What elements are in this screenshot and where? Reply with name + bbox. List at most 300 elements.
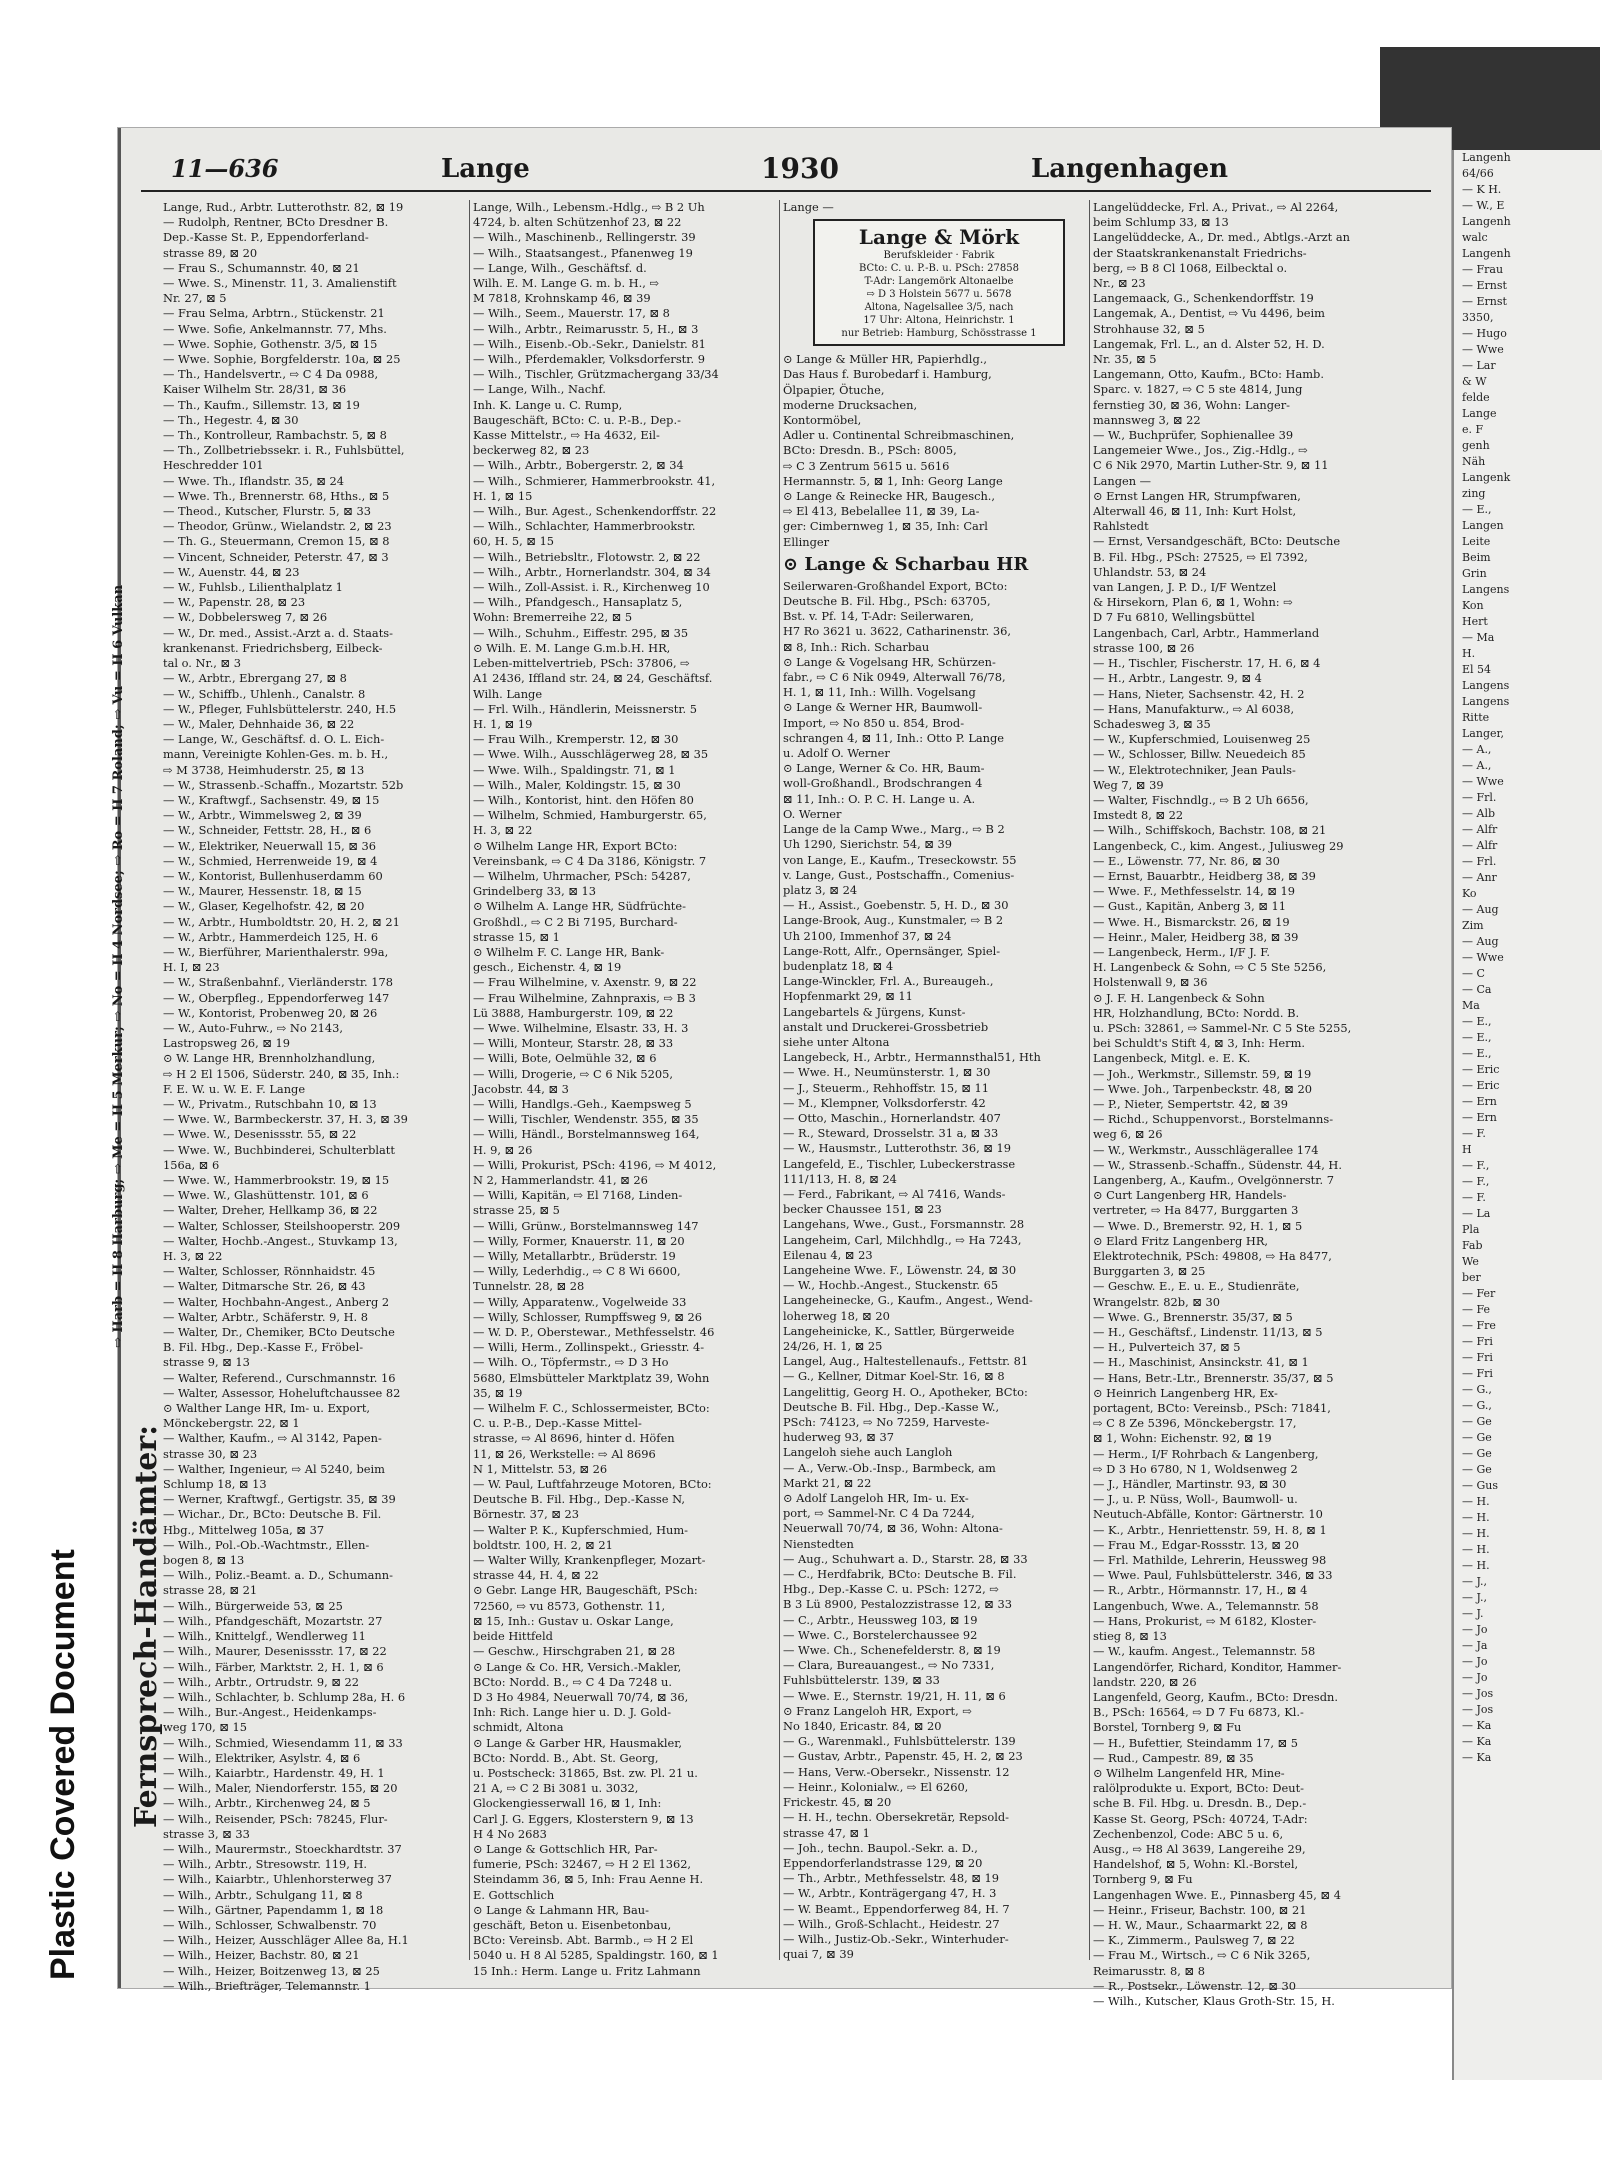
directory-entry-line: ⊙ Gebr. Lange HR, Baugeschäft, PSch:: [473, 1583, 698, 1598]
directory-entry-line: — Jos: [1462, 1703, 1494, 1716]
directory-entry-line: — Ernst, Bauarbtr., Heidberg 38, ⊠ 39: [1093, 868, 1316, 883]
directory-entry-line: fumerie, PSch: 32467, ⇨ H 2 El 1362,: [473, 1857, 692, 1872]
directory-entry-line: — Wwe. Paul, Fuhlsbüttelerstr. 346, ⊠ 33: [1093, 1568, 1333, 1583]
directory-entry-line: — Wilh., Schlachter, Hammerbrookstr.: [473, 519, 696, 534]
directory-entry-line: v. Lange, Gust., Postschaffn., Comenius-: [783, 867, 1015, 882]
directory-entry-line: — Wilh., Arbtr., Reimarusstr. 5, H., ⊠ 3: [473, 321, 699, 336]
directory-entry-line: Berufskleider · Fabrik: [883, 250, 995, 262]
directory-entry-line: — W., Glaser, Kegelhofstr. 42, ⊠ 20: [163, 899, 365, 914]
directory-entry-line: Langendörfer, Richard, Konditor, Hammer-: [1093, 1659, 1342, 1674]
directory-entry-line: — Fri: [1462, 1335, 1493, 1348]
directory-entry-line: — Wilh., Maler, Niendorferstr. 155, ⊠ 20: [163, 1781, 398, 1796]
directory-entry-line: HR, Holzhandlung, BCto: Nordd. B.: [1093, 1005, 1300, 1020]
directory-entry-line: — H. W., Maur., Schaarmarkt 22, ⊠ 8: [1093, 1917, 1308, 1932]
directory-entry-line: 3350,: [1462, 311, 1494, 324]
directory-entry-line: Grin: [1462, 567, 1487, 580]
directory-entry-line: — W., Buchprüfer, Sophienallee 39: [1093, 428, 1294, 443]
directory-entry-line: Elektrotechnik, PSch: 49808, ⇨ Ha 8477,: [1093, 1249, 1332, 1264]
directory-entry-line: Ausg., ⇨ H8 Al 3639, Langereihe 29,: [1093, 1841, 1306, 1856]
directory-entry-line: ⊙ Ernst Langen HR, Strumpfwaren,: [1093, 488, 1301, 503]
directory-entry-line: — Wwe. Sophie, Gothenstr. 3/5, ⊠ 15: [163, 336, 378, 351]
directory-entry-line: — Wilh., Seem., Mauerstr. 17, ⊠ 8: [473, 306, 670, 321]
directory-entry-line: — Frau Wilh., Kremperstr. 12, ⊠ 30: [473, 732, 679, 747]
directory-entry-line: — P., Nieter, Sempertstr. 42, ⊠ 39: [1093, 1096, 1288, 1111]
directory-entry-line: — Walter P. K., Kupferschmied, Hum-: [473, 1522, 689, 1537]
directory-entry-line: fernstieg 30, ⊠ 36, Wohn: Langer-: [1093, 397, 1291, 412]
directory-entry-line: Nr. 35, ⊠ 5: [1093, 352, 1157, 367]
directory-entry-line: strasse 89, ⊠ 20: [163, 245, 258, 260]
directory-entry-line: — Wwe. Sofie, Ankelmannstr. 77, Mhs.: [163, 321, 387, 336]
directory-entry-line: Wohn: Bremerreihe 22, ⊠ 5: [473, 610, 633, 625]
directory-entry-line: — Jo: [1462, 1671, 1488, 1684]
directory-entry-line: Kasse Mittelstr., ⇨ Ha 4632, Eil-: [473, 428, 660, 443]
directory-entry-line: T-Adr: Langemörk Altonaelbe: [864, 276, 1014, 288]
directory-entry-line: — Wilh., Pfandgesch., Hansaplatz 5,: [473, 595, 683, 610]
directory-entry-line: ⊠ 8, Inh.: Rich. Scharbau: [783, 639, 930, 654]
column-4: [1093, 200, 1383, 2008]
directory-entry-line: Beim: [1462, 551, 1491, 564]
directory-entry-line: Hbg., Mittelweg 105a, ⊠ 37: [163, 1522, 325, 1537]
directory-entry-line: — W., Papenstr. 28, ⊠ 23: [163, 595, 306, 610]
directory-entry-line: — Vincent, Schneider, Peterstr. 47, ⊠ 3: [163, 549, 389, 564]
directory-entry-line: H. 1, ⊠ 19: [473, 716, 533, 731]
directory-entry-line: huderweg 93, ⊠ 37: [783, 1430, 894, 1445]
directory-entry-line: — Wilh., Betriebsltr., Flotowstr. 2, ⊠ 22: [473, 549, 701, 564]
directory-entry-line: Neuerwall 70/74, ⊠ 36, Wohn: Altona-: [783, 1521, 1003, 1536]
directory-entry-line: Grindelberg 33, ⊠ 13: [473, 884, 596, 899]
directory-entry-line: ⊠ 1, Wohn: Eichenstr. 92, ⊠ 19: [1093, 1431, 1272, 1446]
directory-entry-line: — E.,: [1462, 1047, 1492, 1060]
directory-entry-line: — W., Privatm., Rutschbahn 10, ⊠ 13: [163, 1096, 377, 1111]
directory-entry-line: — Werner, Kraftwgf., Gertigstr. 35, ⊠ 39: [163, 1492, 396, 1507]
directory-entry-line: — W., Arbtr., Humboldtstr. 20, H. 2, ⊠ 21: [163, 914, 400, 929]
directory-entry-line: — H., Geschäftsf., Lindenstr. 11/13, ⊠ 5: [1093, 1325, 1323, 1340]
directory-entry-line: — Hans, Nieter, Sachsenstr. 42, H. 2: [1093, 686, 1305, 701]
directory-entry-line: — Wilh., Bur. Agest., Schenkendorffstr. 22: [473, 504, 717, 519]
directory-entry-line: u. PSch: 32861, ⇨ Sammel-Nr. C 5 Ste 5255,: [1093, 1020, 1352, 1035]
directory-entry-line: — Wilh., Kaiarbtr., Hardenstr. 49, H. 1: [163, 1765, 385, 1780]
directory-entry-line: weg 6, ⊠ 26: [1093, 1127, 1163, 1142]
directory-entry-line: — Gust., Kapitän, Anberg 3, ⊠ 11: [1093, 899, 1287, 914]
directory-entry-line: — Walter, Arbtr., Schäferstr. 9, H. 8: [163, 1309, 368, 1324]
page-number: 11—636: [171, 154, 279, 183]
directory-entry-line: D 3 Ho 4984, Neuerwall 70/74, ⊠ 36,: [473, 1689, 689, 1704]
directory-entry-line: — H., Bufettier, Steindamm 17, ⊠ 5: [1093, 1735, 1298, 1750]
directory-entry-line: Langenbuch, Wwe. A., Telemannstr. 58: [1093, 1598, 1319, 1613]
directory-entry-line: B. Fil. Hbg., Dep.-Kasse F., Fröbel-: [163, 1340, 364, 1355]
directory-entry-line: Kasse St. Georg, PSch: 40724, T-Adr:: [1093, 1811, 1308, 1826]
directory-entry-line: PSch: 74123, ⇨ No 7259, Harveste-: [783, 1415, 990, 1430]
directory-entry-line: — Herm., I/F Rohrbach & Langenberg,: [1093, 1446, 1319, 1461]
directory-entry-line: Tornberg 9, ⊠ Fu: [1093, 1872, 1193, 1887]
directory-entry-line: H 4 No 2683: [473, 1826, 547, 1841]
directory-entry-line: — A.,: [1462, 743, 1492, 756]
directory-entry-line: strasse 100, ⊠ 26: [1093, 640, 1195, 655]
directory-entry-line: Langemann, Otto, Kaufm., BCto: Hamb.: [1093, 367, 1324, 382]
directory-entry-line: — Geschw., Hirschgraben 21, ⊠ 28: [473, 1644, 676, 1659]
directory-entry-line: Heschredder 101: [163, 458, 264, 473]
directory-entry-line: — Lar: [1462, 359, 1496, 372]
directory-entry-line: — K H.: [1462, 183, 1502, 196]
directory-entry-line: schmidt, Altona: [473, 1720, 564, 1735]
directory-entry-line: ⊙ Lange & Müller HR, Papierhdlg.,: [783, 352, 987, 367]
directory-entry-line: felde: [1462, 391, 1490, 404]
directory-entry-line: — J., Steuerm., Rehhoffstr. 15, ⊠ 11: [783, 1080, 990, 1095]
directory-entry-line: becker Chaussee 151, ⊠ 23: [783, 1202, 942, 1217]
directory-entry-line: — Wilh., Knittelgf., Wendlerweg 11: [163, 1629, 366, 1644]
directory-entry-line: Langemak, Frl. L., an d. Alster 52, H. D.: [1093, 336, 1325, 351]
directory-entry-line: — Alfr: [1462, 823, 1498, 836]
directory-entry-line: — Jo: [1462, 1623, 1488, 1636]
directory-entry-line: — Wilh., Pol.-Ob.-Wachtmstr., Ellen-: [163, 1537, 370, 1552]
directory-entry-line: ⇨ C 8 Ze 5396, Mönckebergstr. 17,: [1093, 1416, 1297, 1431]
directory-entry-line: Burggarten 3, ⊠ 25: [1093, 1264, 1206, 1279]
directory-entry-line: — Th., Kontrolleur, Rambachstr. 5, ⊠ 8: [163, 428, 387, 443]
phone-exchange-title: Fernsprech-Handämter:: [129, 1424, 164, 1828]
directory-entry-line: — H. H., techn. Obersekretär, Repsold-: [783, 1810, 1009, 1825]
directory-entry-line: — Ge: [1462, 1447, 1492, 1460]
directory-entry-line: E. Gottschlich: [473, 1887, 555, 1902]
directory-entry-line: Tunnelstr. 28, ⊠ 28: [473, 1279, 585, 1294]
directory-entry-line: ⊙ J. F. H. Langenbeck & Sohn: [1093, 990, 1265, 1005]
directory-entry-line: Ko: [1462, 887, 1477, 900]
directory-entry-line: N 1, Mittelstr. 53, ⊠ 26: [473, 1461, 608, 1476]
directory-entry-line: — Ferd., Fabrikant, ⇨ Al 7416, Wands-: [783, 1186, 1006, 1201]
directory-entry-line: port, ⇨ Sammel-Nr. C 4 Da 7244,: [783, 1506, 975, 1521]
directory-entry-line: — W., Kontorist, Probenweg 20, ⊠ 26: [163, 1005, 378, 1020]
directory-entry-line: 60, H. 5, ⊠ 15: [473, 534, 555, 549]
directory-entry-line: Deutsche B. Fil. Hbg., Dep.-Kasse N,: [473, 1492, 685, 1507]
directory-entry-line: bei Schuldt's Stift 4, ⊠ 3, Inh: Herm.: [1093, 1036, 1306, 1051]
directory-entry-line: El 54: [1462, 663, 1492, 676]
directory-entry-line: Neutuch-Abfälle, Kontor: Gärtnerstr. 10: [1093, 1507, 1323, 1522]
directory-entry-line: H. 3, ⊠ 22: [163, 1249, 223, 1264]
directory-entry-line: — Th., Kaufm., Sillemstr. 13, ⊠ 19: [163, 397, 360, 412]
directory-entry-line: — Wwe. H., Bismarckstr. 26, ⊠ 19: [1093, 914, 1290, 929]
directory-entry-line: portagent, BCto: Vereinsb., PSch: 71841,: [1093, 1401, 1331, 1416]
directory-entry-line: ⊙ Lange & Lahmann HR, Bau-: [473, 1902, 649, 1917]
directory-entry-line: — J., Händler, Martinstr. 93, ⊠ 30: [1093, 1477, 1287, 1492]
directory-entry-line: — Wwe. E., Sternstr. 19/21, H. 11, ⊠ 6: [783, 1688, 1006, 1703]
directory-entry-line: ⊙ Curt Langenberg HR, Handels-: [1093, 1188, 1287, 1203]
directory-entry-line: Import, ⇨ No 850 u. 854, Brod-: [783, 715, 965, 730]
directory-entry-line: — Wilh., Tischler, Grützmachergang 33/34: [473, 367, 719, 382]
directory-entry-line: strasse 3, ⊠ 33: [163, 1826, 250, 1841]
directory-entry-line: Ritte: [1462, 711, 1490, 724]
directory-entry-line: ⊙ Heinrich Langenberg HR, Ex-: [1093, 1385, 1278, 1400]
directory-entry-line: — Wilhelm, Schmied, Hamburgerstr. 65,: [473, 808, 707, 823]
directory-entry-line: — J.,: [1462, 1591, 1488, 1604]
directory-entry-line: Zim: [1462, 919, 1484, 932]
directory-entry-line: — G.,: [1462, 1399, 1492, 1412]
directory-entry-line: — W. Beamt., Eppendorferweg 84, H. 7: [783, 1901, 1010, 1916]
directory-entry-line: Wilh. E. M. Lange G. m. b. H., ⇨: [473, 276, 660, 291]
column-3-entries: [783, 352, 1073, 550]
directory-entry-line: ger: Cimbernweg 1, ⊠ 35, Inh: Carl: [783, 519, 988, 534]
directory-entry-line: — Wwe: [1462, 775, 1504, 788]
directory-entry-line: — Wwe. S., Minenstr. 11, 3. Amalienstift: [163, 276, 397, 291]
directory-entry-line: Lange: [1462, 407, 1497, 420]
directory-entry-line: Lange-Rott, Alfr., Opernsänger, Spiel-: [783, 943, 1001, 958]
directory-entry-line: — Walter, Assessor, Hoheluftchaussee 82: [163, 1385, 401, 1400]
directory-entry-line: — Walter, Dr., Chemiker, BCto Deutsche: [163, 1325, 395, 1340]
column-3-heading: Lange —: [783, 200, 834, 214]
directory-entry-line: Rahlstedt: [1093, 519, 1149, 534]
directory-entry-line: — Walther, Ingenieur, ⇨ Al 5240, beim: [163, 1461, 385, 1476]
directory-entry-line: Langehans, Wwe., Gust., Forsmannstr. 28: [783, 1217, 1025, 1232]
directory-entry-line: — W., Dr. med., Assist.-Arzt a. d. Staats-: [163, 625, 393, 640]
directory-entry-line: Seilerwaren-Großhandel Export, BCto:: [783, 578, 1008, 593]
directory-entry-line: strasse 28, ⊠ 21: [163, 1583, 258, 1598]
directory-entry-line: — Walter, Fischndlg., ⇨ B 2 Uh 6656,: [1093, 792, 1309, 807]
directory-entry-line: mann, Vereinigte Kohlen-Ges. m. b. H.,: [163, 747, 389, 762]
directory-entry-line: — W., Elektriker, Neuerwall 15, ⊠ 36: [163, 838, 377, 853]
directory-entry-line: — Frau Wilhelmine, v. Axenstr. 9, ⊠ 22: [473, 975, 697, 990]
directory-entry-line: — G., Warenmakl., Fuhlsbüttelerstr. 139: [783, 1734, 1016, 1749]
directory-entry-line: loherweg 18, ⊠ 20: [783, 1308, 890, 1323]
directory-entry-line: — M., Klempner, Volksdorferstr. 42: [783, 1095, 986, 1110]
directory-entry-line: — W., Oberpfleg., Eppendorferweg 147: [163, 990, 390, 1005]
directory-entry-line: — E.,: [1462, 503, 1492, 516]
directory-entry-line: — Wwe. Th., Brennerstr. 68, Hths., ⊠ 5: [163, 488, 390, 503]
directory-entry-line: — Frau M., Edgar-Rossstr. 13, ⊠ 20: [1093, 1537, 1299, 1552]
directory-entry-line: — Langenbeck, Herm., I/F J. F.: [1093, 944, 1270, 959]
directory-entry-line: Deutsche B. Fil. Hbg., Dep.-Kasse W.,: [783, 1399, 1000, 1414]
directory-entry-line: siehe unter Altona: [783, 1034, 890, 1049]
directory-entry-line: 24/26, H. 1, ⊠ 25: [783, 1339, 883, 1353]
directory-entry-line: Großhdl., ⇨ C 2 Bi 7195, Burchard-: [473, 914, 678, 929]
directory-entry-line: — Eric: [1462, 1079, 1500, 1092]
directory-entry-line: — Wilh., Arbtr., Bobergerstr. 2, ⊠ 34: [473, 458, 684, 473]
directory-entry-line: B. Fil. Hbg., PSch: 27525, ⇨ El 7392,: [1093, 549, 1308, 564]
directory-entry-line: Deutsche B. Fil. Hbg., PSch: 63705,: [783, 594, 991, 609]
directory-entry-line: — Ern: [1462, 1095, 1497, 1108]
directory-entry-line: — Ka: [1462, 1735, 1492, 1748]
directory-entry-line: — W., Werkmstr., Ausschlägerallee 174: [1093, 1142, 1319, 1157]
directory-entry-line: — Willy, Schlosser, Rumpffsweg 9, ⊠ 26: [473, 1309, 702, 1324]
directory-entry-line: — K., Arbtr., Henriettenstr. 59, H. 8, ⊠ 1: [1093, 1522, 1327, 1537]
directory-entry-line: — Wilh., Maurermstr., Stoeckhardtstr. 37: [163, 1841, 402, 1856]
directory-entry-line: — Walter, Schlosser, Rönnhaidstr. 45: [163, 1264, 376, 1279]
directory-entry-line: — Wwe: [1462, 951, 1504, 964]
directory-entry-line: — Th., Arbtr., Methfesselstr. 48, ⊠ 19: [783, 1871, 1000, 1886]
directory-entry-line: Lü 3888, Hamburgerstr. 109, ⊠ 22: [473, 1005, 674, 1020]
directory-entry-line: Vereinsbank, ⇨ C 4 Da 3186, Königstr. 7: [473, 853, 707, 868]
header-year: 1930: [761, 152, 839, 185]
directory-entry-line: — H., Maschinist, Ansinckstr. 41, ⊠ 1: [1093, 1355, 1309, 1370]
directory-entry-line: BCto: Nordd. B., Abt. St. Georg,: [473, 1750, 659, 1765]
directory-entry-line: — Wilh., Heizer, Ausschläger Allee 8a, H.1: [163, 1933, 409, 1948]
column-3-entries-b: [783, 579, 1073, 1962]
directory-entry-line: B., PSch: 16564, ⇨ D 7 Fu 6873, Kl.-: [1093, 1705, 1304, 1720]
directory-entry-line: — Wwe. W., Buchbinderei, Schulterblatt: [163, 1142, 395, 1157]
directory-entry-line: — F.,: [1462, 1175, 1490, 1188]
directory-entry-line: ⊙ Walther Lange HR, Im- u. Export,: [163, 1401, 371, 1416]
directory-entry-line: ⊙ Wilhelm F. C. Lange HR, Bank-: [473, 944, 665, 959]
directory-entry-line: Langeheine Wwe. F., Löwenstr. 24, ⊠ 30: [783, 1262, 1017, 1277]
directory-entry-line: Ma: [1462, 999, 1480, 1012]
directory-entry-line: We: [1462, 1255, 1479, 1268]
directory-entry-line: — Otto, Maschin., Hornerlandstr. 407: [783, 1110, 1001, 1125]
directory-entry-line: — W., Kupferschmied, Louisenweg 25: [1093, 732, 1311, 747]
directory-entry-line: BCto: Nordd. B., ⇨ C 4 Da 7248 u.: [473, 1674, 672, 1689]
directory-entry-line: — Wilhelm F. C., Schlossermeister, BCto:: [473, 1401, 710, 1416]
directory-entry-line: M 7818, Krohnskamp 46, ⊠ 39: [473, 291, 651, 306]
directory-entry-line: ⊙ Wilhelm A. Lange HR, Südfrüchte-: [473, 899, 686, 914]
directory-entry-line: — K., Zimmerm., Paulsweg 7, ⊠ 22: [1093, 1933, 1295, 1948]
directory-entry-line: — Jo: [1462, 1655, 1488, 1668]
directory-entry-line: — W., Maler, Dehnhaide 36, ⊠ 22: [163, 716, 355, 731]
column-3: [783, 200, 1073, 1980]
directory-entry-line: sche B. Fil. Hbg. u. Dresdn. B., Dep.-: [1093, 1796, 1307, 1811]
directory-entry-line: — Walter, Referend., Curschmannstr. 16: [163, 1370, 396, 1385]
directory-entry-line: — W., Bierführer, Marienthalerstr. 99a,: [163, 944, 389, 959]
directory-entry-line: — Wilh., Gärtner, Papendamm 1, ⊠ 18: [163, 1902, 384, 1917]
directory-entry-line: quai 7, ⊠ 39: [783, 1947, 854, 1962]
directory-entry-line: — Ca: [1462, 983, 1492, 996]
directory-entry-line: Langen —: [1093, 473, 1152, 488]
directory-entry-line: H. 1, ⊠ 11, Inh.: Willh. Vogelsang: [783, 685, 976, 700]
directory-entry-line: Leite: [1462, 535, 1491, 548]
directory-entry-line: Langefeld, E., Tischler, Lubeckerstrasse: [783, 1156, 1016, 1171]
directory-entry-line: Steindamm 36, ⊠ 5, Inh: Frau Aenne H.: [473, 1872, 704, 1887]
directory-entry-line: — Theod., Kutscher, Flurstr. 5, ⊠ 33: [163, 504, 371, 519]
directory-entry-line: — Wwe. C., Borstelerchaussee 92: [783, 1627, 978, 1642]
directory-entry-line: 5040 u. H 8 Al 5285, Spaldingstr. 160, ⊠ 1: [473, 1948, 719, 1963]
directory-entry-line: — Frl. Mathilde, Lehrerin, Heussweg 98: [1093, 1553, 1327, 1568]
directory-entry-line: fabr., ⇨ C 6 Nik 0949, Alterwall 76/78,: [783, 670, 1006, 685]
directory-entry-line: — W., Hausmstr., Lutterothstr. 36, ⊠ 19: [783, 1141, 1012, 1156]
directory-entry-line: — Willi, Bote, Oelmühle 32, ⊠ 6: [473, 1051, 657, 1066]
directory-entry-line: landstr. 220, ⊠ 26: [1093, 1674, 1197, 1689]
directory-entry-line: H. 3, ⊠ 22: [473, 823, 533, 838]
directory-entry-line: Näh: [1462, 455, 1486, 468]
directory-entry-line: Dep.-Kasse St. P., Eppendorferland-: [163, 230, 369, 245]
directory-entry-line: strasse 25, ⊠ 5: [473, 1203, 560, 1218]
directory-entry-line: — C., Arbtr., Heussweg 103, ⊠ 19: [783, 1612, 978, 1627]
directory-entry-line: — E.,: [1462, 1031, 1492, 1044]
directory-entry-line: Langenk: [1462, 471, 1511, 484]
directory-entry-line: — Heinr., Maler, Heidberg 38, ⊠ 39: [1093, 929, 1299, 944]
directory-entry-line: — Hugo: [1462, 327, 1507, 340]
directory-entry-line: 64/66: [1462, 167, 1494, 180]
directory-entry-line: — W., Dobbelersweg 7, ⊠ 26: [163, 610, 328, 625]
directory-entry-line: Jacobstr. 44, ⊠ 3: [473, 1081, 569, 1096]
directory-entry-line: & Hirsekorn, Plan 6, ⊠ 1, Wohn: ⇨: [1093, 595, 1293, 610]
directory-entry-line: — Wilh., Arbtr., Schulgang 11, ⊠ 8: [163, 1887, 363, 1902]
directory-entry-line: ⇨ C 3 Zentrum 5615 u. 5616: [783, 458, 950, 473]
directory-entry-line: — W., Schmied, Herrenweide 19, ⊠ 4: [163, 853, 378, 868]
directory-entry-line: — Wilh., Elektriker, Asylstr. 4, ⊠ 6: [163, 1750, 361, 1765]
directory-entry-line: — W., Fuhlsb., Lilienthalplatz 1: [163, 580, 343, 595]
directory-entry-line: D 7 Fu 6810, Wellingsbüttel: [1093, 610, 1255, 625]
directory-entry-line: F. E. W. u. W. E. F. Lange: [163, 1081, 306, 1096]
directory-entry-line: Nienstedten: [783, 1536, 854, 1551]
directory-entry-line: — Th., Zollbetriebssekr. i. R., Fuhlsbüttel,: [163, 443, 405, 458]
directory-entry-line: Hopfenmarkt 29, ⊠ 11: [783, 989, 913, 1004]
directory-entry-line: — H., Pulverteich 37, ⊠ 5: [1093, 1340, 1241, 1355]
directory-entry-line: Ölpapier, Ötuche,: [783, 382, 885, 397]
directory-entry-line: — Rud., Campestr. 89, ⊠ 35: [1093, 1750, 1254, 1765]
directory-entry-line: — Wwe. F., Methfesselstr. 14, ⊠ 19: [1093, 884, 1296, 899]
directory-entry-line: ⊙ Lange & Vogelsang HR, Schürzen-: [783, 654, 996, 669]
directory-entry-line: — R., Arbtr., Hörmannstr. 17, H., ⊠ 4: [1093, 1583, 1308, 1598]
directory-entry-line: — Wilh., Briefträger, Telemannstr. 1: [163, 1978, 371, 1993]
directory-entry-line: — Ka: [1462, 1719, 1492, 1732]
directory-entry-line: Kon: [1462, 599, 1484, 612]
directory-entry-line: Langelüddecke, Frl. A., Privat., ⇨ Al 2264,: [1093, 200, 1339, 214]
directory-entry-line: — J., u. P. Nüss, Woll-, Baumwoll- u.: [1093, 1492, 1298, 1507]
directory-entry-line: Kaiser Wilhelm Str. 28/31, ⊠ 36: [163, 382, 347, 397]
directory-entry-line: Uhlandstr. 53, ⊠ 24: [1093, 564, 1207, 579]
directory-entry-line: — Willy, Metallarbtr., Brüderstr. 19: [473, 1249, 676, 1264]
directory-entry-line: — Wwe. W., Desenissstr. 55, ⊠ 22: [163, 1127, 357, 1142]
directory-entry-line: Langeheinicke, K., Sattler, Bürgerweide: [783, 1323, 1015, 1338]
directory-entry-line: Langelüddecke, A., Dr. med., Abtlgs.-Arzt an: [1093, 230, 1350, 245]
directory-entry-line: Inh. K. Lange u. C. Rump,: [473, 397, 623, 412]
directory-entry-line: Schadesweg 3, ⊠ 35: [1093, 716, 1211, 731]
directory-entry-line: 5680, Elmsbütteler Marktplatz 39, Wohn: [473, 1370, 710, 1385]
directory-entry-line: & W: [1462, 375, 1487, 388]
directory-entry-line: nur Betrieb: Hamburg, Schösstrasse 1: [841, 328, 1037, 340]
directory-entry-line: — Wilh., Bürgerweide 53, ⊠ 25: [163, 1598, 343, 1613]
directory-entry-line: krankenanst. Friedrichsberg, Eilbeck-: [163, 640, 383, 655]
directory-entry-line: — E., Löwenstr. 77, Nr. 86, ⊠ 30: [1093, 853, 1280, 868]
directory-entry-line: — Wilhelm, Uhrmacher, PSch: 54287,: [473, 868, 691, 883]
directory-entry-line: Lange, Wilh., Lebensm.-Hdlg., ⇨ B 2 Uh: [473, 200, 705, 214]
directory-entry-line: — Walter Willy, Krankenpfleger, Mozart-: [473, 1553, 706, 1568]
directory-entry-line: — Wilh., Arbtr., Ortrudstr. 9, ⊠ 22: [163, 1674, 360, 1689]
directory-entry-line: 156a, ⊠ 6: [163, 1157, 220, 1172]
directory-entry-line: — Hans, Betr.-Ltr., Brennerstr. 35/37, ⊠ 5: [1093, 1370, 1334, 1385]
directory-entry-line: — C., Herdfabrik, BCto: Deutsche B. Fil.: [783, 1567, 1017, 1582]
directory-entry-line: — W., Strassenb.-Schaffn., Südenstr. 44, H.: [1093, 1157, 1342, 1172]
column-divider: [779, 200, 780, 1960]
directory-entry-line: berg, ⇨ B 8 Cl 1068, Eilbecktal o.: [1093, 260, 1288, 275]
directory-entry-line: — Lange, Wilh., Geschäftsf. d.: [473, 260, 647, 275]
directory-entry-line: Langenbeck, C., kim. Angest., Juliusweg 29: [1093, 838, 1344, 853]
directory-entry-line: strasse 47, ⊠ 1: [783, 1825, 870, 1840]
directory-entry-line: Fuhlsbüttelerstr. 139, ⊠ 33: [783, 1673, 940, 1688]
directory-entry-line: mannsweg 3, ⊠ 22: [1093, 412, 1201, 427]
directory-entry-line: — Ma: [1462, 631, 1495, 644]
directory-entry-line: — Wwe. Wilh., Spaldingstr. 71, ⊠ 1: [473, 762, 676, 777]
directory-entry-line: — Aug., Schuhwart a. D., Starstr. 28, ⊠ 33: [783, 1551, 1028, 1566]
directory-entry-line: — Wilh., Kaiarbtr., Uhlenhorsterweg 37: [163, 1872, 392, 1887]
directory-entry-line: Glockengiesserwall 16, ⊠ 1, Inh:: [473, 1796, 662, 1811]
directory-entry-line: — Willy, Apparatenw., Vogelweide 33: [473, 1294, 687, 1309]
directory-entry-line: moderne Drucksachen,: [783, 397, 918, 412]
directory-entry-line: — W., Arbtr., Konträgergang 47, H. 3: [783, 1886, 997, 1901]
directory-entry-line: — W., Strassenb.-Schaffn., Mozartstr. 52b: [163, 777, 404, 792]
directory-entry-line: — W., Schiffb., Uhlenh., Canalstr. 8: [163, 686, 366, 701]
directory-entry-line: 35, ⊠ 19: [473, 1385, 523, 1400]
directory-entry-line: — Wilh., Schmied, Wiesendamm 11, ⊠ 33: [163, 1735, 403, 1750]
directory-entry-line: — Wilh., Schmierer, Hammerbrookstr. 41,: [473, 473, 716, 488]
directory-entry-line: — Wilh. O., Töpfermstr., ⇨ D 3 Ho: [473, 1355, 669, 1370]
directory-entry-line: — Wichar., Dr., BCto: Deutsche B. Fil.: [163, 1507, 382, 1522]
directory-entry-line: — W., Schlosser, Billw. Neuedeich 85: [1093, 747, 1306, 762]
directory-entry-line: Hermannstr. 5, ⊠ 1, Inh: Georg Lange: [783, 473, 1003, 488]
directory-entry-line: A1 2436, Iffland str. 24, ⊠ 24, Geschäftsf.: [473, 671, 713, 686]
directory-entry-line: — Ja: [1462, 1639, 1488, 1652]
directory-entry-line: ⇨ H 2 El 1506, Süderstr. 240, ⊠ 35, Inh.:: [163, 1066, 400, 1081]
directory-entry-line: — Walther, Kaufm., ⇨ Al 3142, Papen-: [163, 1431, 382, 1446]
directory-entry-line: — W., Kontorist, Bullenhuserdamm 60: [163, 868, 383, 883]
header-left-word: Lange: [441, 154, 530, 184]
directory-entry-line: — Wwe. H., Neumünsterstr. 1, ⊠ 30: [783, 1065, 991, 1080]
directory-entry-line: Uh 1290, Sierichstr. 54, ⊠ 39: [783, 837, 953, 852]
